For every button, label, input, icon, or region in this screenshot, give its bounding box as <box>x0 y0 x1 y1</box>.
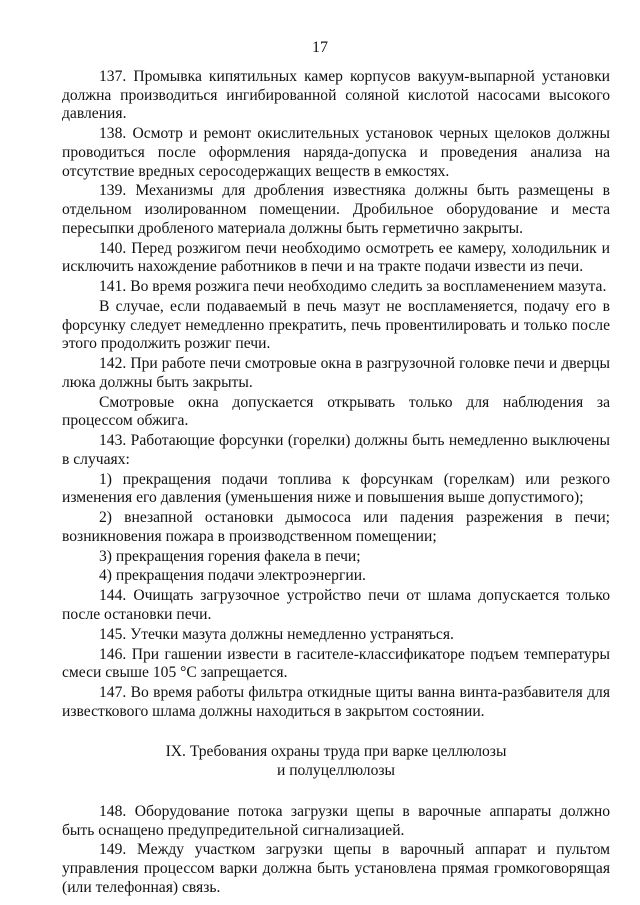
paragraph-146: 146. При гашении извести в гасителе-классификаторе подъем температуры смеси свыше 105 °С запрещается. <box>62 645 610 682</box>
paragraph-145: 145. Утечки мазута должны немедленно устраняться. <box>99 625 454 643</box>
section-heading <box>62 743 610 780</box>
paragraph-137: 137. Промывка кипятильных камер корпусов вакуум-выпарной установки должна производиться ингибированной соляной кислотой насосами высокого давления. <box>62 68 610 123</box>
paragraph-140: 140. Перед розжигом печи необходимо осмотреть ее камеру, холодильник и исключить нахождение работников в печи и на тракте подачи извести из печи. <box>62 239 610 276</box>
paragraph-139: 139. Механизмы для дробления известняка должны быть размещены в отдельном изолированном помещении. Дробильное оборудование и места пересыпки дробленого материала должны быть герметично закрыты. <box>62 182 610 237</box>
page-number: 17 <box>312 39 328 56</box>
paragraph-142: 142. При работе печи смотровые окна в разгрузочной головке печи и дверцы люка должны быть закрыты. <box>62 355 610 391</box>
paragraph-147: 147. Во время работы фильтра откидные щиты ванна винта-разбавителя для известкового шлама должны находиться в закрытом состоянии. <box>62 684 610 720</box>
paragraph-144: 144. Очищать загрузочное устройство печи от шлама допускается только после остановки печи. <box>62 587 610 623</box>
paragraph-141: 141. Во время розжига печи необходимо следить за воспламенением мазута. <box>99 278 607 296</box>
paragraph-142-continuation: Смотровые окна допускается открывать только для наблюдения за процессом обжига. <box>62 393 610 430</box>
paragraph-143: 143. Работающие форсунки (горелки) должны быть немедленно выключены в случаях: <box>62 432 610 468</box>
section-heading-line-1: IX. Требования охраны труда при варке целлюлозы <box>165 743 507 761</box>
list-item-143-4: 4) прекращения подачи электроэнергии. <box>99 567 366 585</box>
paragraph-141-continuation: В случае, если подаваемый в печь мазут не воспламеняется, подачу его в форсунку следует немедленно прекратить, печь провентилировать и только после этого продолжить розжиг печи. <box>62 297 610 353</box>
list-item-143-1: 1) прекращения подачи топлива к форсункам (горелкам) или резкого изменения его давления (уменьшения ниже и повышения выше допустимого); <box>62 470 610 507</box>
paragraph-149: 149. Между участком загрузки щепы в варочный аппарат и пультом управления процессом варки должна быть установлена прямая громкоговорящая (или телефонная) связь. <box>62 841 610 896</box>
paragraph-138: 138. Осмотр и ремонт окислительных установок черных щелоков должны проводиться после оформления наряда-допуска и проведения анализа на отсутствие вредных серосодержащих веществ в емкостях. <box>62 125 610 180</box>
paragraph-148: 148. Оборудование потока загрузки щепы в варочные аппараты должно быть оснащено предупредительной сигнализацией. <box>62 802 610 839</box>
document-body <box>62 68 610 899</box>
list-item-143-3: 3) прекращения горения факела в печи; <box>99 547 361 565</box>
list-item-143-2: 2) внезапной остановки дымососа или падения разрежения в печи; возникновения пожара в производственном помещении; <box>62 509 610 545</box>
section-heading-line-2: и полуцеллюлозы <box>276 762 396 780</box>
